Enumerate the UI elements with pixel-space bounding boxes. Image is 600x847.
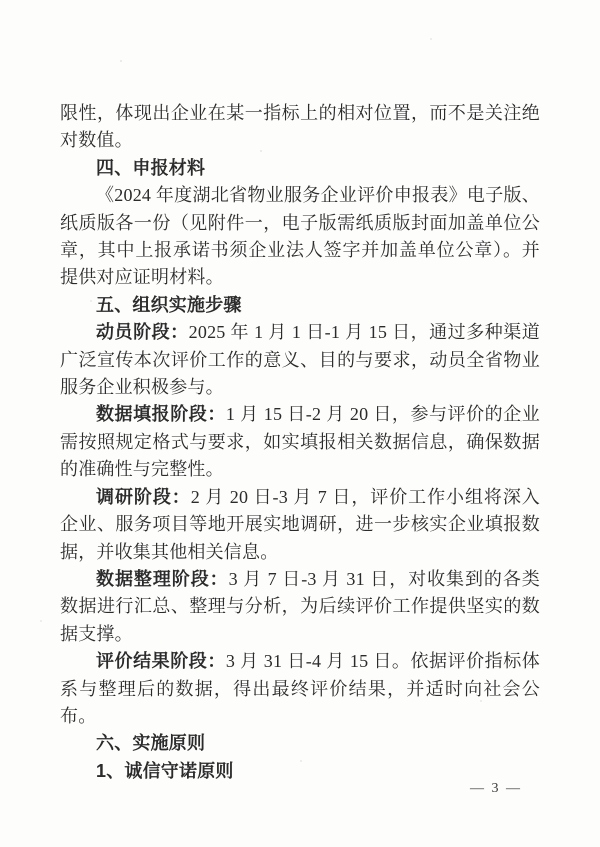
phase-text-result: 3 月 31 日-4 月 15 日。依据评价指标体系与整理后的数据，得出最终评价结果，并适时向社会公布。 bbox=[60, 651, 540, 726]
section-heading-5: 五、组织实施步骤 bbox=[96, 294, 242, 315]
body-paragraph-research-phase bbox=[60, 484, 540, 566]
phase-text-mobilization: 2025 年 1 月 1 日-1 月 15 日，通过多种渠道广泛宣传本次评价工作的意义、目的与要求，动员全省物业服务企业积极参与。 bbox=[60, 322, 540, 398]
phase-label-result: 评价结果阶段： bbox=[96, 651, 226, 672]
subsection-heading-1: 1、诚信守诺原则 bbox=[96, 760, 234, 781]
body-paragraph-continuation: 限性，体现出企业在某一指标上的相对位置，而不是关注绝对数值。 bbox=[60, 103, 540, 151]
phase-label-data-collation: 数据整理阶段： bbox=[96, 568, 229, 589]
document-body bbox=[60, 100, 540, 785]
phase-text-research: 2 月 20 日-3 月 7 日，评价工作小组将深入企业、服务项目等地开展实地调研，进一步核实企业填报数据，并收集其他相关信息。 bbox=[60, 486, 541, 562]
body-paragraph-mobilization-phase bbox=[60, 319, 540, 401]
phase-text-data-filing: 1 月 15 日-2 月 20 日，参与评价的企业需按照规定格式与要求，如实填报相关数据信息，确保数据的准确性与完整性。 bbox=[60, 404, 540, 480]
body-paragraph-data-collation-phase bbox=[60, 566, 540, 648]
section-heading-6: 六、实施原则 bbox=[96, 733, 206, 754]
section-heading-4: 四、申报材料 bbox=[96, 157, 206, 178]
body-paragraph-result-phase bbox=[60, 648, 540, 730]
phase-label-data-filing: 数据填报阶段： bbox=[96, 404, 226, 425]
page-number: — 3 — bbox=[470, 781, 522, 796]
phase-text-data-collation: 3 月 7 日-3 月 31 日，对收集到的各类数据进行汇总、整理与分析，为后续评价工作提供坚实的数据支撑。 bbox=[60, 568, 540, 644]
phase-label-research: 调研阶段： bbox=[96, 486, 191, 507]
body-paragraph-materials: 《2024 年度湖北省物业服务企业评价申报表》电子版、纸质版各一份（见附件一，电子版需纸质版封面加盖单位公章，其中上报承诺书须企业法人签字并加盖单位公章）。并提供对应证明材料。 bbox=[60, 185, 540, 288]
body-paragraph-data-filing-phase bbox=[60, 401, 540, 483]
phase-label-mobilization: 动员阶段： bbox=[96, 322, 189, 343]
